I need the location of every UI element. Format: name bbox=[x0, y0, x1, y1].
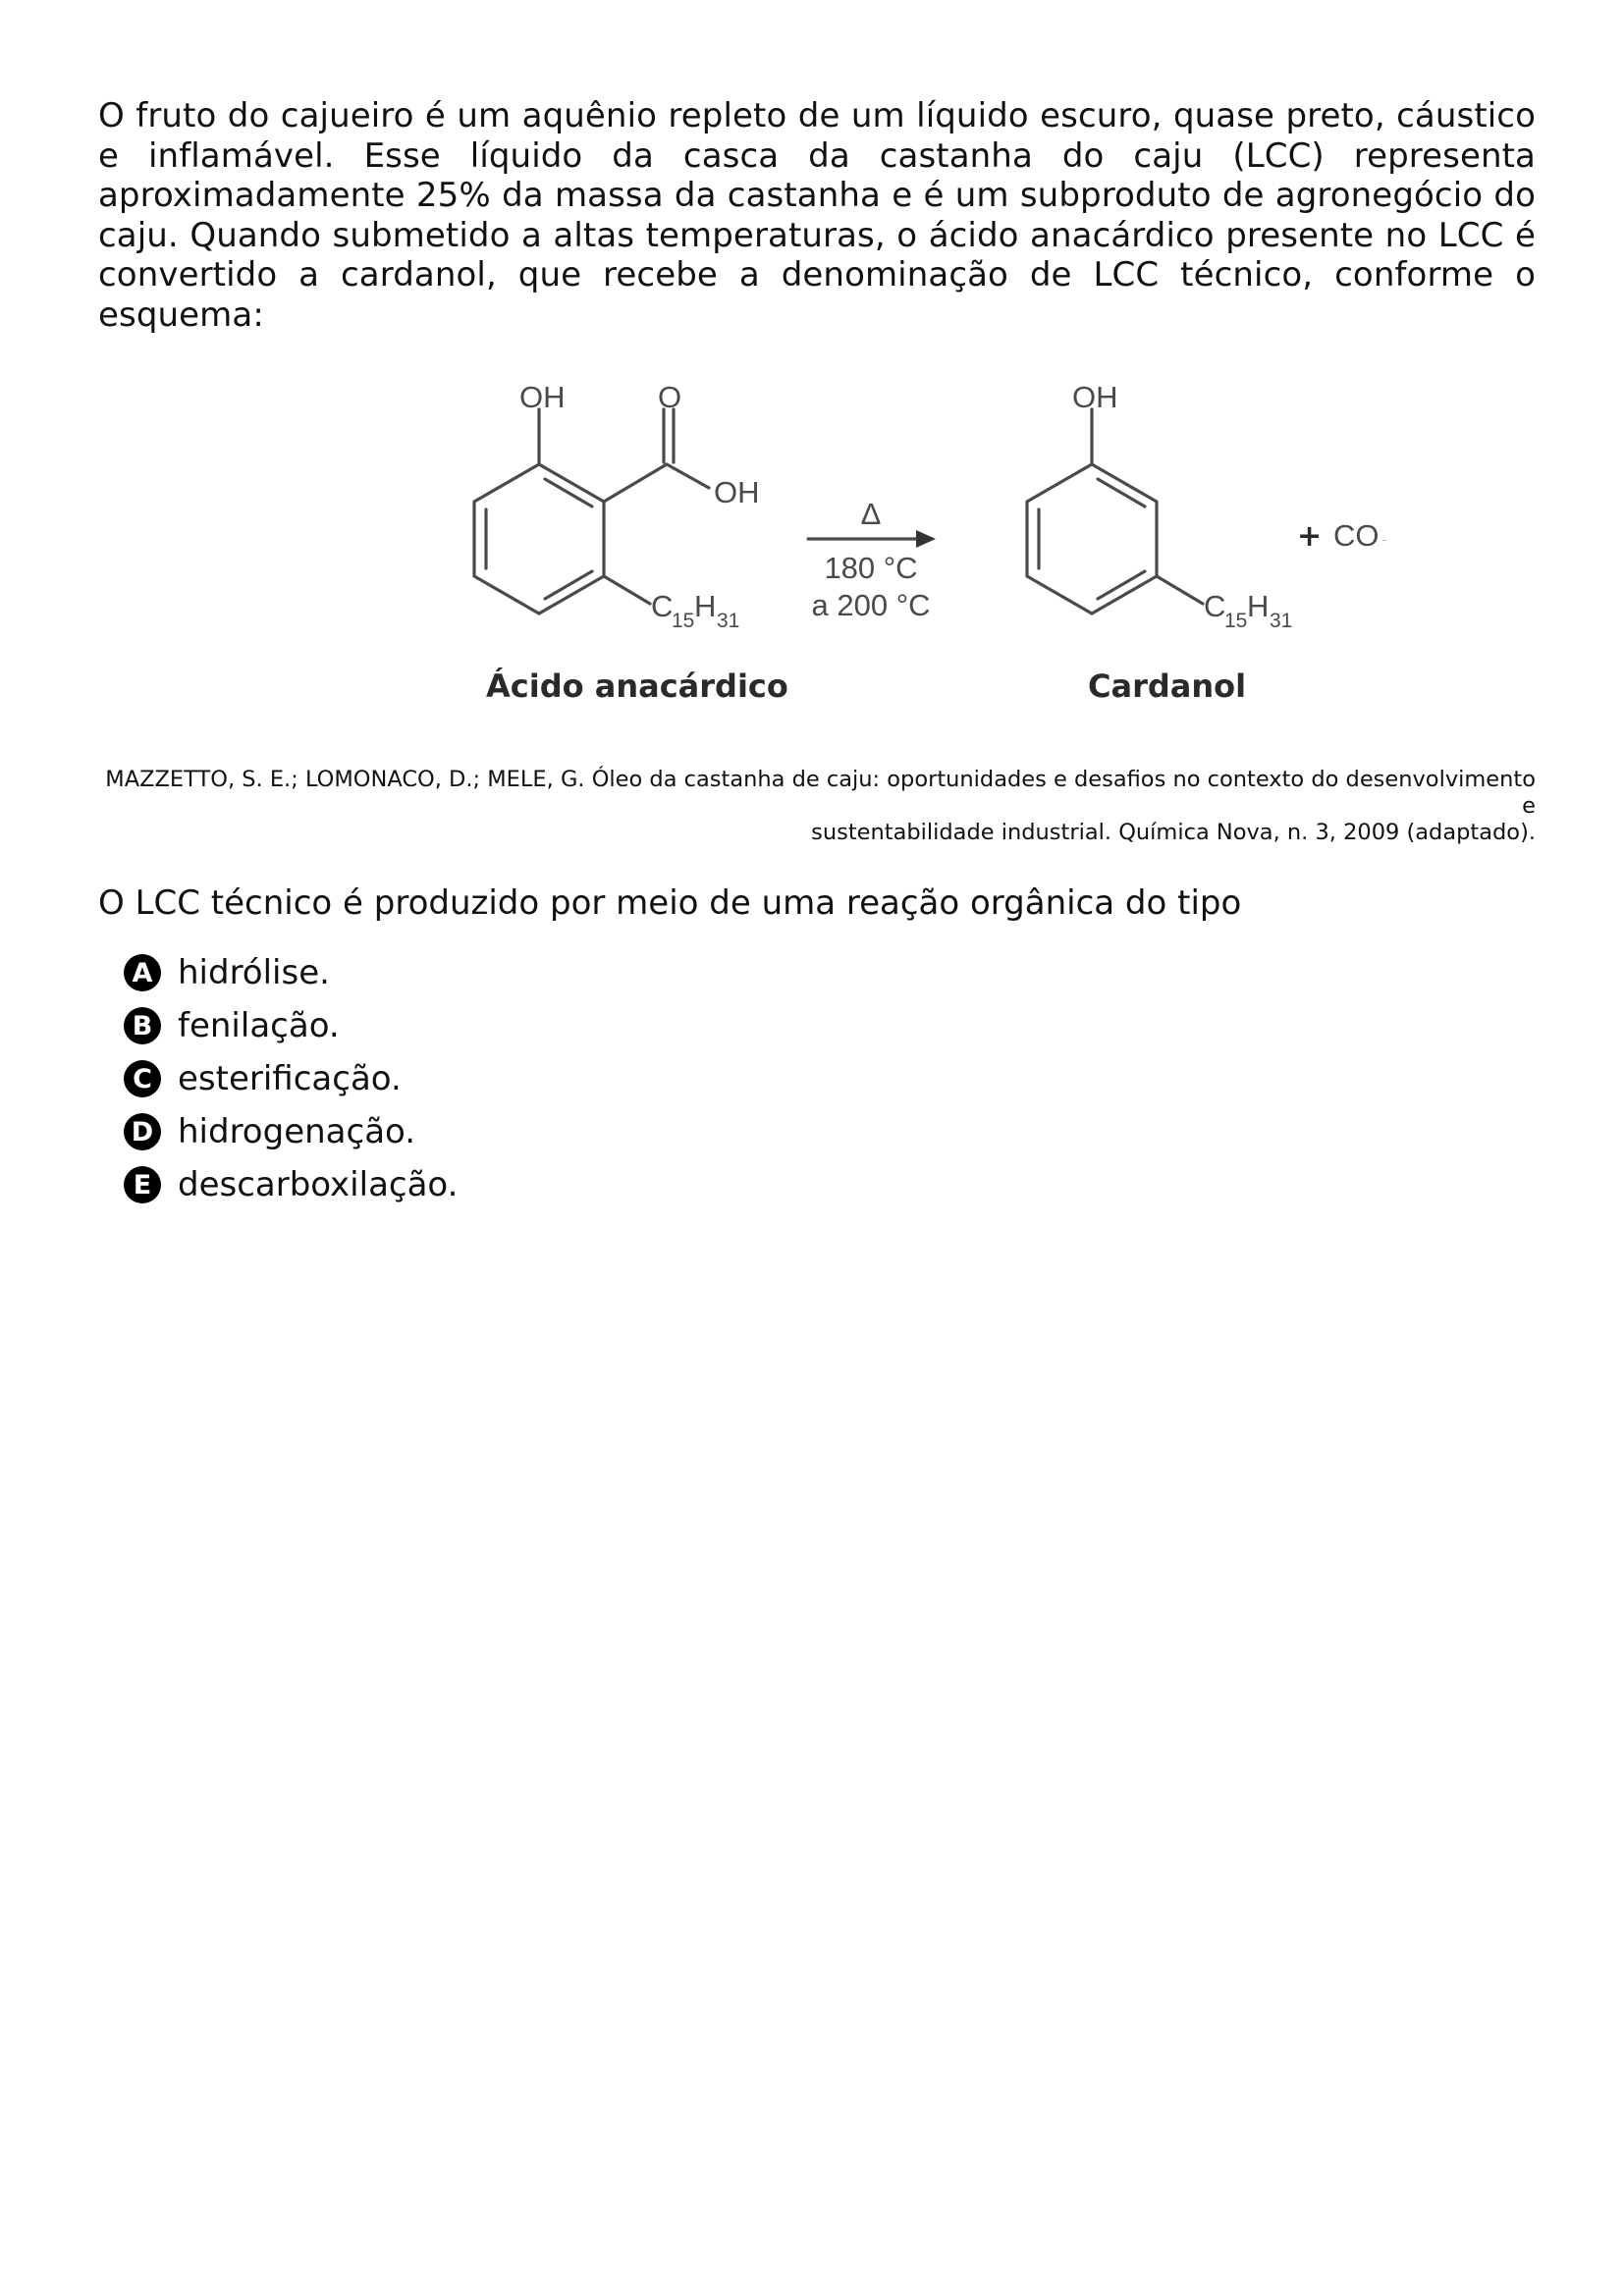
product-chain-h: H bbox=[1247, 589, 1270, 623]
reaction-scheme-drawing bbox=[349, 366, 1389, 720]
question-stem: O LCC técnico é produzido por meio de uma reação orgânica do tipo bbox=[98, 883, 1242, 923]
option-d[interactable] bbox=[124, 1105, 1536, 1158]
option-a[interactable] bbox=[124, 946, 1536, 999]
option-d-text: hidrogenação. bbox=[178, 1112, 416, 1151]
reactant-carboxyl-bond bbox=[604, 464, 667, 502]
reaction-arrowhead bbox=[916, 530, 936, 548]
reactant-carbonyl-o-label: O bbox=[658, 380, 682, 414]
product-chain-bond bbox=[1157, 576, 1203, 604]
product-oh-label: OH bbox=[1072, 380, 1118, 414]
source-citation bbox=[98, 767, 1536, 846]
option-d-letter-badge: D bbox=[124, 1113, 161, 1150]
product-chain-h-subscript: 31 bbox=[1270, 610, 1293, 632]
reactant-chain-h-subscript: 31 bbox=[717, 610, 740, 632]
option-c-letter-badge: C bbox=[124, 1060, 161, 1097]
byproduct-plus-sign: + bbox=[1297, 519, 1323, 554]
reactant-chain-h: H bbox=[694, 589, 717, 623]
product-chain-c-subscript: 15 bbox=[1224, 610, 1248, 632]
citation-line-2: sustentabilidade industrial. Química Nova, n. 3, 2009 (adaptado). bbox=[811, 820, 1536, 845]
option-e[interactable] bbox=[124, 1158, 1536, 1211]
reactant-benzene-ring bbox=[474, 464, 604, 614]
reaction-scheme bbox=[98, 366, 1536, 720]
temperature-line-1: 180 °C bbox=[824, 551, 918, 585]
option-b-letter-badge: B bbox=[124, 1007, 161, 1044]
reactant-acid-oh-label: OH bbox=[714, 475, 760, 509]
reactant-chain-bond bbox=[604, 576, 650, 604]
byproduct-formula: CO bbox=[1333, 518, 1380, 553]
heat-symbol: Δ bbox=[860, 497, 882, 531]
option-e-text: descarboxilação. bbox=[178, 1165, 459, 1204]
option-c-text: esterificação. bbox=[178, 1059, 402, 1098]
reactant-chain-c-subscript: 15 bbox=[672, 610, 695, 632]
intro-paragraph: O fruto do cajueiro é um aquênio repleto de um líquido escuro, quase preto, cáustico e inflamável. Esse líquido da casca da castanha do caju (LCC) representa aproximadamente 25% da massa da castanha e é um subproduto de agronegócio do caju. Quando submetido a altas temperaturas, o ácido anacárdico presente no LCC é convertido a cardanol, que recebe a denominação de LCC técnico, conforme o esquema: bbox=[98, 96, 1536, 335]
reactant-name: Ácido anacárdico bbox=[486, 667, 788, 705]
image-crop-edge bbox=[1379, 541, 1389, 562]
product-chain-c: C bbox=[1204, 589, 1226, 623]
citation-line-1: MAZZETTO, S. E.; LOMONACO, D.; MELE, G. Óleo da castanha de caju: oportunidades e desafios no contexto do desenvolvimento e bbox=[105, 767, 1536, 819]
temperature-line-2: a 200 °C bbox=[811, 588, 931, 622]
product-benzene-ring bbox=[1027, 464, 1157, 614]
product-name: Cardanol bbox=[1088, 667, 1247, 705]
option-c[interactable] bbox=[124, 1052, 1536, 1105]
reactant-chain-c: C bbox=[651, 589, 674, 623]
option-e-letter-badge: E bbox=[124, 1166, 161, 1203]
reactant-oh-label: OH bbox=[519, 380, 566, 414]
option-b[interactable] bbox=[124, 999, 1536, 1052]
answer-options bbox=[124, 946, 1536, 1211]
option-a-text: hidrólise. bbox=[178, 953, 330, 992]
option-a-letter-badge: A bbox=[124, 954, 161, 991]
question-page bbox=[98, 96, 1536, 1211]
option-b-text: fenilação. bbox=[178, 1006, 340, 1045]
